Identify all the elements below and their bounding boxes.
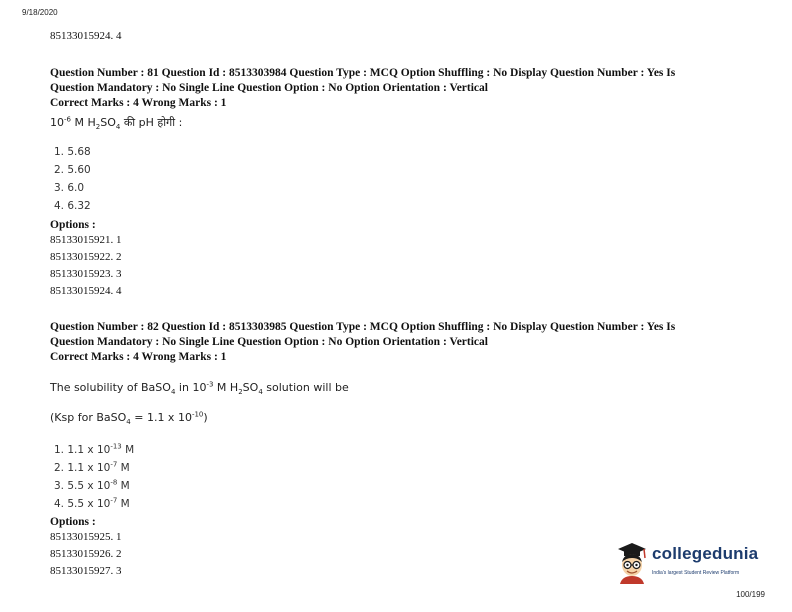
q82-choice-3: 3. 5.5 x $10^{-8}$ M: [54, 478, 130, 492]
q81-choice-4: 4. 6.32: [54, 200, 91, 212]
q82-choice-1: 1. 1.1 x $10^{-13}$ M: [54, 442, 135, 456]
collegedunia-logo: [614, 540, 764, 585]
q81-choice-3: 3. 6.0: [54, 182, 85, 194]
q81-option-id-1: 85133015921. 1: [50, 234, 122, 246]
q82-choice-2: 2. 1.1 x $10^{-7}$ M: [54, 460, 130, 474]
q81-header-line-1: Question Number : 81 Question Id : 8513303984 Question Type : MCQ Option Shuffling : No Display Question Number : Yes Is: [50, 67, 676, 79]
q82-options-label: Options :: [50, 516, 96, 528]
q82-header-line-1: Question Number : 82 Question Id : 8513303985 Question Type : MCQ Option Shuffling : No Display Question Number : Yes Is: [50, 321, 676, 333]
q82-header-line-2: Question Mandatory : No Single Line Question Option : No Option Orientation : Vertical: [50, 336, 488, 348]
q82-option-id-2: 85133015926. 2: [50, 548, 122, 560]
q81-choice-2: 2. 5.60: [54, 164, 91, 176]
q81-option-id-2: 85133015922. 2: [50, 251, 122, 263]
page-number: 100/199: [736, 590, 765, 599]
q81-choice-1: 1. 5.68: [54, 146, 91, 158]
graduate-mascot-icon: [614, 540, 650, 584]
logo-tagline: India's largest Student Review Platform: [652, 570, 740, 576]
q82-option-id-3: 85133015927. 3: [50, 565, 122, 577]
q81-marks: Correct Marks : 4 Wrong Marks : 1: [50, 97, 227, 109]
q82-question-text: The solubility of BaSO$_4$ in $10^{-3}$ M $H_2SO_4$ solution will be: [50, 380, 349, 397]
q81-header-line-2: Question Mandatory : No Single Line Question Option : No Option Orientation : Vertical: [50, 82, 488, 94]
q81-question-text: $10^{-6}$ M $H_2SO_4$ की pH होगी :: [50, 115, 183, 132]
q82-option-id-1: 85133015925. 1: [50, 531, 122, 543]
q82-choice-4: 4. 5.5 x $10^{-7}$ M: [54, 496, 130, 510]
logo-wordmark: collegedunia: [652, 544, 759, 563]
q82-marks: Correct Marks : 4 Wrong Marks : 1: [50, 351, 227, 363]
q82-ksp-note: (Ksp for BaSO$_4$ = 1.1 x $10^{-10}$): [50, 410, 208, 427]
q81-options-label: Options :: [50, 219, 96, 231]
q81-option-id-3: 85133015923. 3: [50, 268, 122, 280]
option-line: 85133015924. 4: [50, 30, 122, 42]
print-date: 9/18/2020: [22, 8, 58, 17]
q81-option-id-4: 85133015924. 4: [50, 285, 122, 297]
